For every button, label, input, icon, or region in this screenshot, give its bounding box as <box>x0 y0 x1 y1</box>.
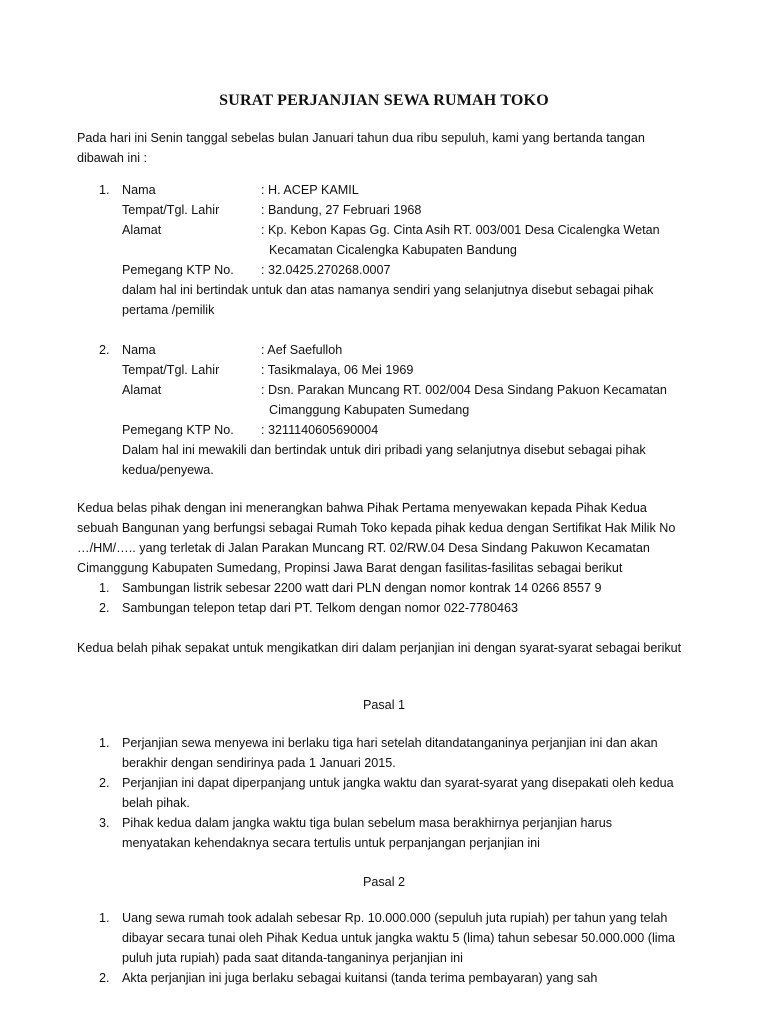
list-item-text-cont: dibayar secara tunai oleh Pihak Kedua untuk jangka waktu 5 (lima) tahun sebesar 50.000.000 (lima <box>122 931 676 945</box>
intro-line: Pada hari ini Senin tanggal sebelas bulan Januari tahun dua ribu sepuluh, kami yang bertanda tangan <box>77 131 645 145</box>
list-item-text: Sambungan listrik sebesar 2200 watt dari PLN dengan nomor kontrak 14 0266 8557 9 <box>122 581 602 595</box>
pasal-1-heading: Pasal 1 <box>362 698 405 712</box>
pasal-1-list <box>77 733 717 853</box>
list-item-number: 1. <box>99 736 110 750</box>
list-item-number: 1. <box>99 581 110 595</box>
list-item <box>77 733 717 773</box>
list-item <box>77 968 717 988</box>
party-1-address-label: Alamat <box>122 223 162 237</box>
party-1-name-label: Nama <box>122 183 156 197</box>
statement-line: Kedua belas pihak dengan ini menerangkan bahwa Pihak Pertama menyewakan kepada Pihak Kedua <box>77 501 647 515</box>
party-1-role-note: dalam hal ini bertindak untuk dan atas namanya sendiri yang selanjutnya disebut sebagai pihak <box>122 283 654 297</box>
party-2-ktp-label: Pemegang KTP No. <box>122 423 234 437</box>
party-1-ktp-label: Pemegang KTP No. <box>122 263 234 277</box>
list-item-number: 2. <box>99 776 110 790</box>
agreement-paragraph: Kedua belah pihak sepakat untuk mengikatkan diri dalam perjanjian ini dengan syarat-syarat sebagai berikut <box>77 641 682 655</box>
party-2-address-value-cont: Cimanggung Kabupaten Sumedang <box>269 403 470 417</box>
list-item-text-cont: belah pihak. <box>122 796 190 810</box>
party-1-number: 1. <box>99 183 110 197</box>
party-2-birth-label: Tempat/Tgl. Lahir <box>122 363 220 377</box>
intro-line: dibawah ini : <box>77 151 148 165</box>
statement-line: Cimanggung Kabupaten Sumedang, Propinsi Jawa Barat dengan fasilitas-fasilitas sebagai berikut <box>77 561 623 575</box>
party-1-birth-label: Tempat/Tgl. Lahir <box>122 203 220 217</box>
pasal-2-list <box>77 908 717 988</box>
party-2-address-value: : Dsn. Parakan Muncang RT. 002/004 Desa Sindang Pakuon Kecamatan <box>261 383 667 397</box>
list-item-number: 2. <box>99 971 110 985</box>
party-1-address-value: : Kp. Kebon Kapas Gg. Cinta Asih RT. 003/001 Desa Cicalengka Wetan <box>261 223 660 237</box>
statement-line: …/HM/….. yang terletak di Jalan Parakan Muncang RT. 02/RW.04 Desa Sindang Pakuwon Kecamatan <box>77 541 650 555</box>
list-item-text: Uang sewa rumah took adalah sebesar Rp. 10.000.000 (sepuluh juta rupiah) per tahun yang telah <box>122 911 668 925</box>
party-1-address-value-cont: Kecamatan Cicalengka Kabupaten Bandung <box>269 243 517 257</box>
facilities-list <box>77 578 717 618</box>
party-1-name-value: : H. ACEP KAMIL <box>261 183 359 197</box>
list-item <box>77 908 717 968</box>
list-item-text: Pihak kedua dalam jangka waktu tiga bulan sebelum masa berakhirnya perjanjian harus <box>122 816 613 830</box>
list-item-text: Perjanjian ini dapat diperpanjang untuk jangka waktu dan syarat-syarat yang disepakati oleh kedua <box>122 776 674 790</box>
list-item-number: 1. <box>99 911 110 925</box>
party-2-role-note-cont: kedua/penyewa. <box>122 463 214 477</box>
list-item-text: Sambungan telepon tetap dari PT. Telkom dengan nomor 022-7780463 <box>122 601 519 615</box>
list-item <box>77 578 717 598</box>
list-item <box>77 813 717 853</box>
list-item-text-cont: berakhir dengan sendirinya pada 1 Januari 2015. <box>122 756 396 770</box>
list-item-text: Perjanjian sewa menyewa ini berlaku tiga hari setelah ditandatanganinya perjanjian ini dan akan <box>122 736 658 750</box>
party-1-role-note-cont: pertama /pemilik <box>122 303 215 317</box>
party-2-number: 2. <box>99 343 110 357</box>
list-item-text-cont: puluh juta rupiah) pada saat ditanda-tanganinya perjanjian ini <box>122 951 463 965</box>
party-2-address-label: Alamat <box>122 383 162 397</box>
party-1-birth-value: : Bandung, 27 Februari 1968 <box>261 203 422 217</box>
party-2-ktp-value: : 3211140605690004 <box>261 423 379 437</box>
party-2-name-value: : Aef Saefulloh <box>261 343 343 357</box>
party-2-birth-value: : Tasikmalaya, 06 Mei 1969 <box>261 363 414 377</box>
list-item-number: 3. <box>99 816 110 830</box>
list-item-text: Akta perjanjian ini juga berlaku sebagai kuitansi (tanda terima pembayaran) yang sah <box>122 971 598 985</box>
party-2-role-note: Dalam hal ini mewakili dan bertindak untuk diri pribadi yang selanjutnya disebut sebagai pihak <box>122 443 646 457</box>
statement-paragraph <box>77 498 709 578</box>
pasal-2-heading: Pasal 2 <box>362 875 405 889</box>
intro-paragraph <box>77 128 645 168</box>
list-item <box>77 773 717 813</box>
party-2-name-label: Nama <box>122 343 156 357</box>
party-1-ktp-value: : 32.0425.270268.0007 <box>261 263 391 277</box>
list-item-text-cont: menyatakan kehendaknya secara tertulis untuk perpanjangan perjanjian ini <box>122 836 540 850</box>
statement-line: sebuah Bangunan yang berfungsi sebagai Rumah Toko kepada pihak kedua dengan Sertifikat Hak Milik No <box>77 521 676 535</box>
list-item <box>77 598 717 618</box>
list-item-number: 2. <box>99 601 110 615</box>
document-title: SURAT PERJANJIAN SEWA RUMAH TOKO <box>219 92 549 109</box>
